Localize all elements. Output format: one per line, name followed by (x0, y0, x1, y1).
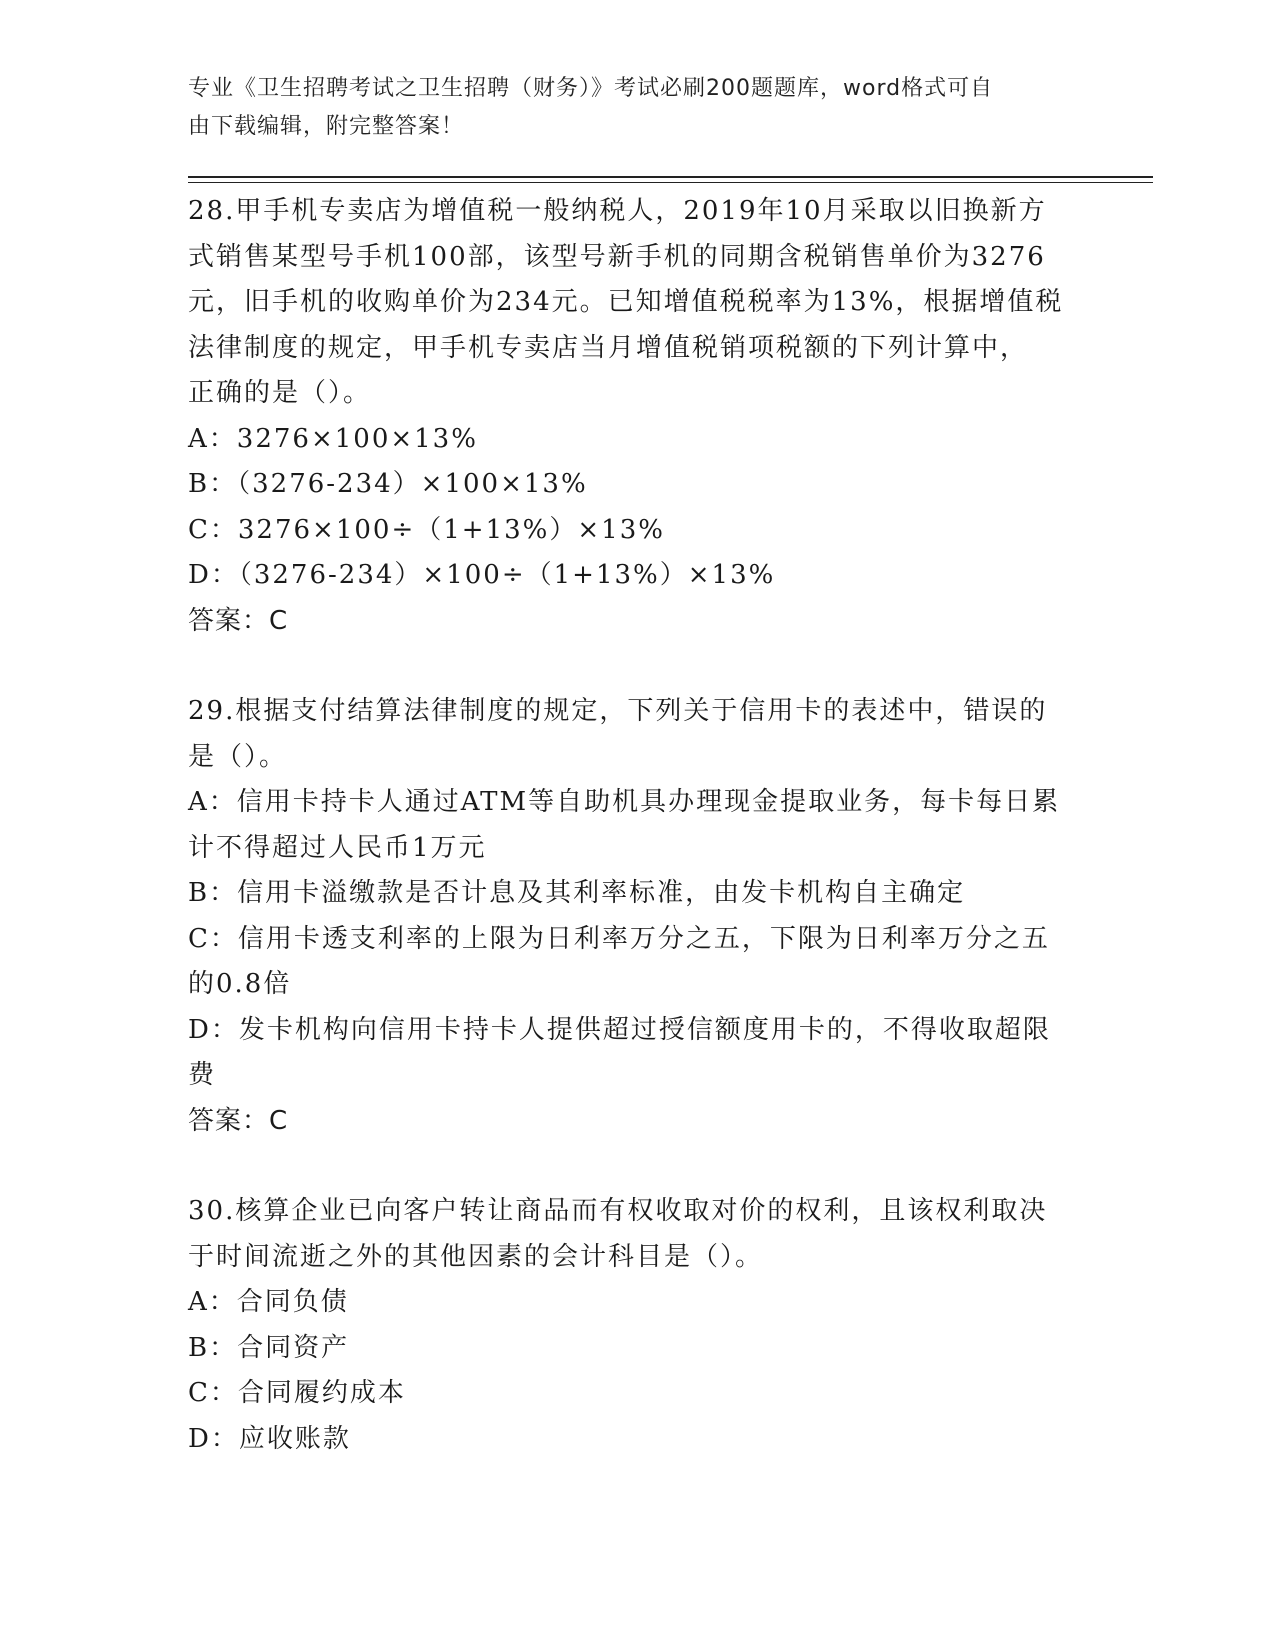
question-stem-line: 法律制度的规定，甲手机专卖店当月增值税销项税额的下列计算中， (188, 332, 1029, 363)
question-28 (188, 189, 1088, 644)
option-a: A：信用卡持卡人通过ATM等自助机具办理现金提取业务，每卡每日累计不得超过人民币1万元 (188, 787, 1061, 863)
question-list (188, 189, 1088, 1462)
question-stem-line: 正确的是（）。 (188, 378, 372, 408)
question-stem-line: 于时间流逝之外的其他因素的会计科目是（）。 (188, 1241, 764, 1272)
question-30 (188, 1189, 1088, 1462)
option-c: C：信用卡透支利率的上限为日利率万分之五，下限为日利率万分之五的0.8倍 (188, 923, 1050, 999)
question-stem-line: 元，旧手机的收购单价为234元。已知增值税税率为13%，根据增值税 (188, 287, 1064, 317)
answer-label: 答案：C (188, 605, 289, 636)
question-stem-line: 是（）。 (188, 741, 288, 772)
header-line-1: 专业《卫生招聘考试之卫生招聘（财务）》考试必刷200题题库，word格式可自 (188, 76, 994, 101)
option-b: B：合同资产 (188, 1332, 350, 1363)
option-b: B：（3276-234）×100×13% (188, 469, 588, 499)
option-d: D：应收账款 (188, 1423, 351, 1454)
question-29 (188, 689, 1088, 1144)
question-stem-line: 28.甲手机专卖店为增值税一般纳税人，2019年10月采取以旧换新方 (188, 196, 1047, 226)
header-line-2: 由下载编辑，附完整答案！ (188, 114, 465, 139)
question-spacer (188, 1144, 1088, 1189)
question-spacer (188, 644, 1088, 689)
option-c: C：3276×100÷（1+13%）×13% (188, 514, 665, 545)
option-d: D：发卡机构向信用卡持卡人提供超过授信额度用卡的，不得收取超限费 (188, 1014, 1051, 1090)
question-stem-line: 29.根据支付结算法律制度的规定，下列关于信用卡的表述中，错误的 (188, 696, 1048, 726)
option-a: A：3276×100×13% (188, 423, 478, 454)
header-rule-thick (188, 176, 1153, 178)
header-rule-thin (188, 182, 1153, 183)
answer-label: 答案：C (188, 1105, 289, 1136)
document-header (188, 70, 1068, 146)
option-d: D：（3276-234）×100÷（1+13%）×13% (188, 560, 776, 590)
option-a: A：合同负债 (188, 1287, 349, 1317)
option-b: B：信用卡溢缴款是否计息及其利率标准，由发卡机构自主确定 (188, 878, 966, 908)
question-stem-line: 式销售某型号手机100部，该型号新手机的同期含税销售单价为3276 (188, 241, 1046, 272)
question-stem-line: 30.核算企业已向客户转让商品而有权收取对价的权利，且该权利取决 (188, 1196, 1048, 1226)
option-c: C：合同履约成本 (188, 1378, 406, 1408)
